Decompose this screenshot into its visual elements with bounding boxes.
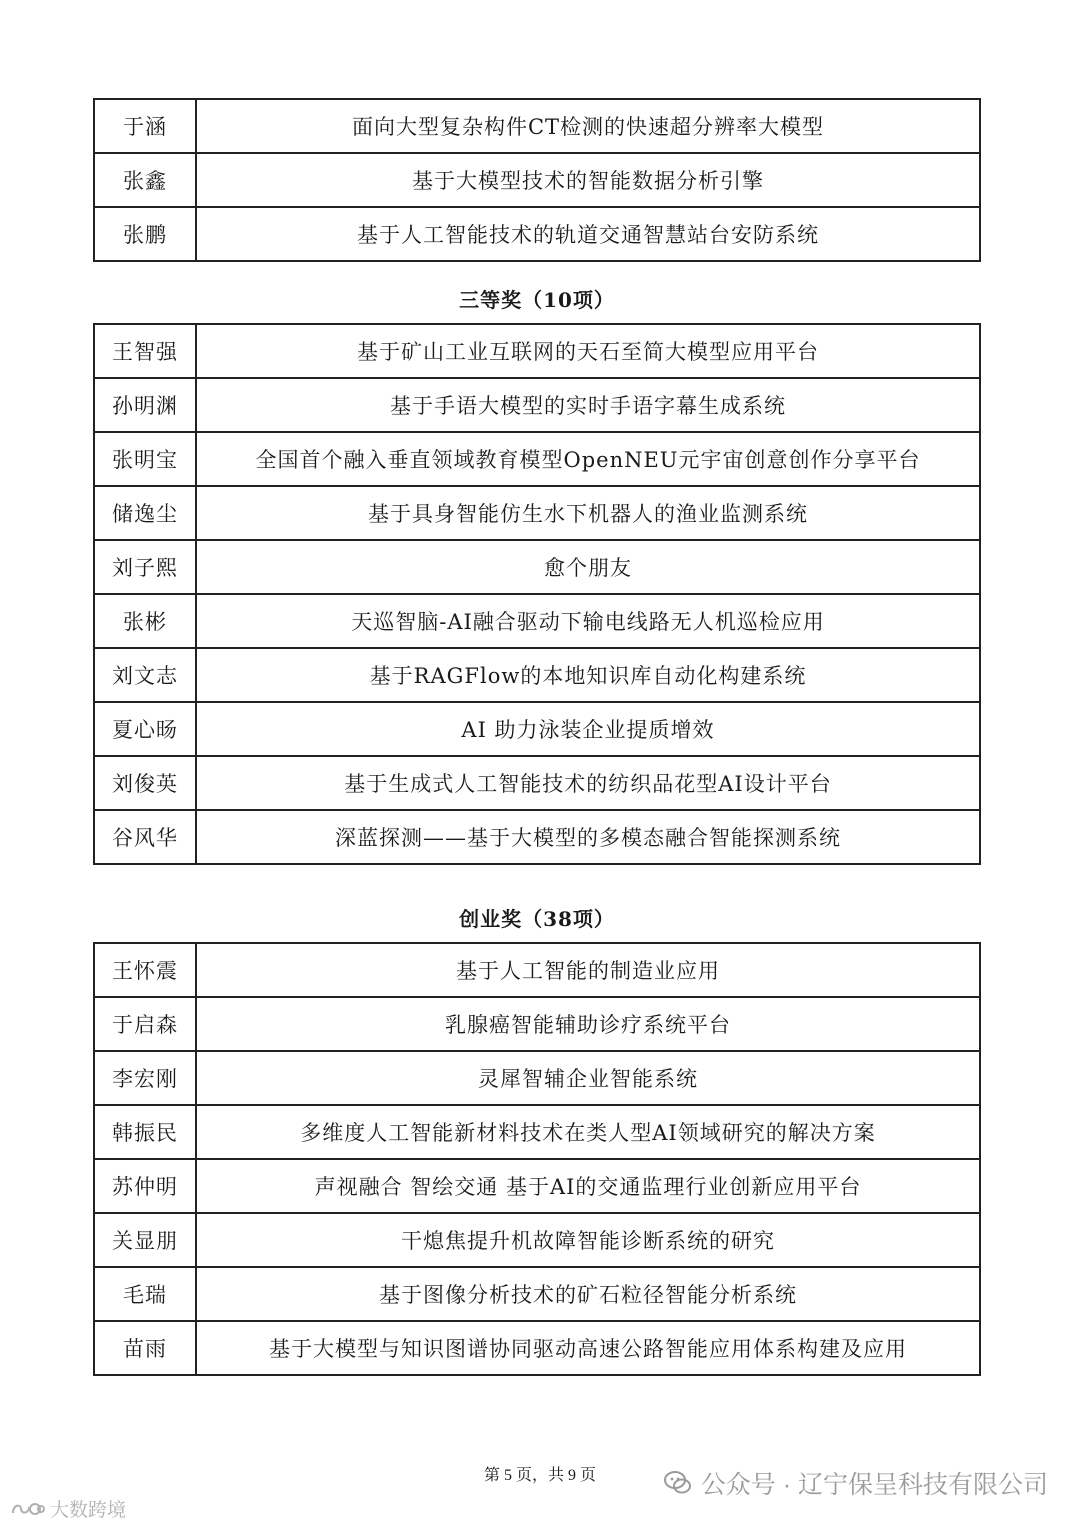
project-title: 灵犀智辅企业智能系统 — [196, 1051, 980, 1105]
winner-name: 苏仲明 — [94, 1159, 196, 1213]
project-title: 基于具身智能仿生水下机器人的渔业监测系统 — [196, 486, 980, 540]
project-title: 基于图像分析技术的矿石粒径智能分析系统 — [196, 1267, 980, 1321]
winner-name: 苗雨 — [94, 1321, 196, 1375]
project-title: 多维度人工智能新材料技术在类人型AI领域研究的解决方案 — [196, 1105, 980, 1159]
project-title: 声视融合 智绘交通 基于AI的交通监理行业创新应用平台 — [196, 1159, 980, 1213]
winner-name: 刘文志 — [94, 648, 196, 702]
table-row — [94, 702, 980, 756]
winner-name: 王智强 — [94, 324, 196, 378]
account-watermark — [663, 1465, 1048, 1501]
table-row — [94, 756, 980, 810]
project-title: 基于生成式人工智能技术的纺织品花型AI设计平台 — [196, 756, 980, 810]
project-title: AI 助力泳装企业提质增效 — [196, 702, 980, 756]
winner-name: 夏心旸 — [94, 702, 196, 756]
table-row — [94, 486, 980, 540]
table-row — [94, 207, 980, 261]
third-prize-table — [93, 323, 981, 865]
project-title: 基于矿山工业互联网的天石至简大模型应用平台 — [196, 324, 980, 378]
table-row — [94, 810, 980, 864]
table-row — [94, 540, 980, 594]
table-row — [94, 594, 980, 648]
winner-name: 张鑫 — [94, 153, 196, 207]
project-title: 面向大型复杂构件CT检测的快速超分辨率大模型 — [196, 99, 980, 153]
table-row — [94, 1267, 980, 1321]
winner-name: 刘子熙 — [94, 540, 196, 594]
table-row — [94, 943, 980, 997]
page-number: 第 5 页，共 9 页 — [483, 1467, 596, 1484]
first-prize-table — [93, 98, 981, 262]
corner-watermark-text: 大数跨境 — [50, 1500, 127, 1521]
startup-prize-table — [93, 942, 981, 1376]
project-title: 全国首个融入垂直领域教育模型OpenNEU元宇宙创意创作分享平台 — [196, 432, 980, 486]
winner-name: 张彬 — [94, 594, 196, 648]
winner-name: 张明宝 — [94, 432, 196, 486]
project-title: 基于人工智能的制造业应用 — [196, 943, 980, 997]
winner-name: 李宏刚 — [94, 1051, 196, 1105]
brand-logo-icon — [10, 1499, 46, 1519]
winner-name: 于启森 — [94, 997, 196, 1051]
startup-prize-heading: 创业奖（38项） — [459, 907, 615, 931]
table-row — [94, 648, 980, 702]
wechat-icon — [663, 1468, 693, 1498]
table-row — [94, 99, 980, 153]
project-title: 基于RAGFlow的本地知识库自动化构建系统 — [196, 648, 980, 702]
account-watermark-text: 公众号 · 辽宁保呈科技有限公司 — [700, 1471, 1048, 1499]
winner-name: 谷风华 — [94, 810, 196, 864]
project-title: 深蓝探测——基于大模型的多模态融合智能探测系统 — [196, 810, 980, 864]
table-row — [94, 1321, 980, 1375]
project-title: 愈个朋友 — [196, 540, 980, 594]
table-row — [94, 153, 980, 207]
winner-name: 刘俊英 — [94, 756, 196, 810]
table-row — [94, 432, 980, 486]
corner-watermark — [10, 1495, 126, 1522]
winner-name: 储逸尘 — [94, 486, 196, 540]
table-row — [94, 1159, 980, 1213]
project-title: 基于大模型技术的智能数据分析引擎 — [196, 153, 980, 207]
table-row — [94, 378, 980, 432]
winner-name: 韩振民 — [94, 1105, 196, 1159]
project-title: 基于大模型与知识图谱协同驱动高速公路智能应用体系构建及应用 — [196, 1321, 980, 1375]
table-row — [94, 324, 980, 378]
project-title: 基于人工智能技术的轨道交通智慧站台安防系统 — [196, 207, 980, 261]
table-row — [94, 997, 980, 1051]
winner-name: 张鹏 — [94, 207, 196, 261]
third-prize-heading: 三等奖（10项） — [459, 288, 615, 312]
project-title: 干熄焦提升机故障智能诊断系统的研究 — [196, 1213, 980, 1267]
table-row — [94, 1213, 980, 1267]
table-row — [94, 1105, 980, 1159]
winner-name: 毛瑞 — [94, 1267, 196, 1321]
table-row — [94, 1051, 980, 1105]
project-title: 天巡智脑-AI融合驱动下输电线路无人机巡检应用 — [196, 594, 980, 648]
winner-name: 孙明渊 — [94, 378, 196, 432]
winner-name: 王怀震 — [94, 943, 196, 997]
project-title: 基于手语大模型的实时手语字幕生成系统 — [196, 378, 980, 432]
winner-name: 关显朋 — [94, 1213, 196, 1267]
project-title: 乳腺癌智能辅助诊疗系统平台 — [196, 997, 980, 1051]
winner-name: 于涵 — [94, 99, 196, 153]
